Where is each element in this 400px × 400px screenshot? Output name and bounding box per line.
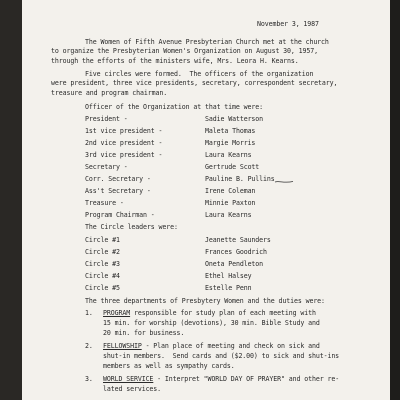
officer-role: President - (85, 115, 128, 123)
department-number: 1. (85, 309, 93, 317)
intro-line: Five circles were formed. The officers of the organization (85, 70, 314, 78)
circle-leader: Frances Goodrich (205, 248, 267, 256)
officer-name: Pauline B. Pullins (205, 175, 275, 183)
officer-role: Ass't Secretary - (85, 187, 151, 195)
document-page (22, 0, 390, 400)
departments-heading: The three departments of Presbytery Women and the duties were: (85, 297, 325, 305)
circle-label: Circle #1 (85, 236, 120, 244)
department-text: - Plan place of meeting and check on sick and (141, 342, 320, 350)
officer-role: Secretary - (85, 163, 128, 171)
department-first-line (103, 375, 339, 384)
department-title: WORLD SERVICE (103, 375, 154, 383)
circle-leader: Oneta Pendleton (205, 260, 264, 268)
officer-role: Corr. Secretary - (85, 175, 151, 183)
intro-line: to organize the Presbyterian Women's Organization on August 30, 1957, (51, 47, 319, 55)
circles-heading: The Circle leaders were: (85, 223, 178, 231)
department-title: PROGRAM (103, 309, 131, 317)
circle-label: Circle #4 (85, 272, 120, 280)
officer-role: 2nd vice president - (85, 139, 163, 147)
department-text: lated services. (103, 385, 162, 393)
scanner-binding-edge (0, 0, 22, 400)
officer-name: Laura Kearns (205, 211, 252, 219)
department-text: 15 min. for worship (devotions), 30 min. Bible Study and (103, 319, 320, 327)
intro-line: were president, three vice presidents, secretary, correspondent secretary, (51, 79, 338, 87)
officer-name: Maleta Thomas (205, 127, 256, 135)
department-text: shut-in members. Send cards and ($2.00) to sick and shut-ins (103, 352, 340, 360)
officer-role: 3rd vice president - (85, 151, 163, 159)
department-first-line (103, 342, 320, 351)
department-number: 3. (85, 375, 93, 383)
department-text: members as well as sympathy cards. (103, 362, 235, 370)
officer-role: 1st vice president - (85, 127, 163, 135)
circle-leader: Estelle Penn (205, 284, 252, 292)
circle-label: Circle #5 (85, 284, 120, 292)
officer-name: Laura Kearns (205, 151, 252, 159)
handwritten-pen-mark (274, 180, 294, 184)
department-text: - Interpret "WORLD DAY OF PRAYER" and other re- (153, 375, 340, 383)
circle-leader: Ethel Halsey (205, 272, 252, 280)
circle-label: Circle #2 (85, 248, 120, 256)
department-title: FELLOWSHIP (103, 342, 142, 350)
officer-name: Sadie Watterson (205, 115, 264, 123)
officer-name: Gertrude Scott (205, 163, 260, 171)
intro-line: treasure and program chairman. (51, 89, 168, 97)
department-number: 2. (85, 342, 93, 350)
circle-label: Circle #3 (85, 260, 120, 268)
document-date: November 3, 1987 (257, 20, 319, 28)
officer-name: Minnie Paxton (205, 199, 256, 207)
document-text (22, 0, 390, 400)
department-text: 20 min. for business. (103, 329, 185, 337)
officer-role: Program Chairman - (85, 211, 155, 219)
intro-line: through the efforts of the ministers wife, Mrs. Leora H. Kearns. (51, 57, 299, 65)
department-text: responsible for study plan of each meeting with (130, 309, 316, 317)
department-first-line (103, 309, 316, 318)
intro-line: The Women of Fifth Avenue Presbyterian Church met at the church (85, 38, 329, 46)
officer-role: Treasure - (85, 199, 124, 207)
circle-leader: Jeanette Saunders (205, 236, 271, 244)
officers-heading: Officer of the Organization at that time were: (85, 103, 264, 111)
officer-name: Irene Coleman (205, 187, 256, 195)
officer-name: Margie Morris (205, 139, 256, 147)
